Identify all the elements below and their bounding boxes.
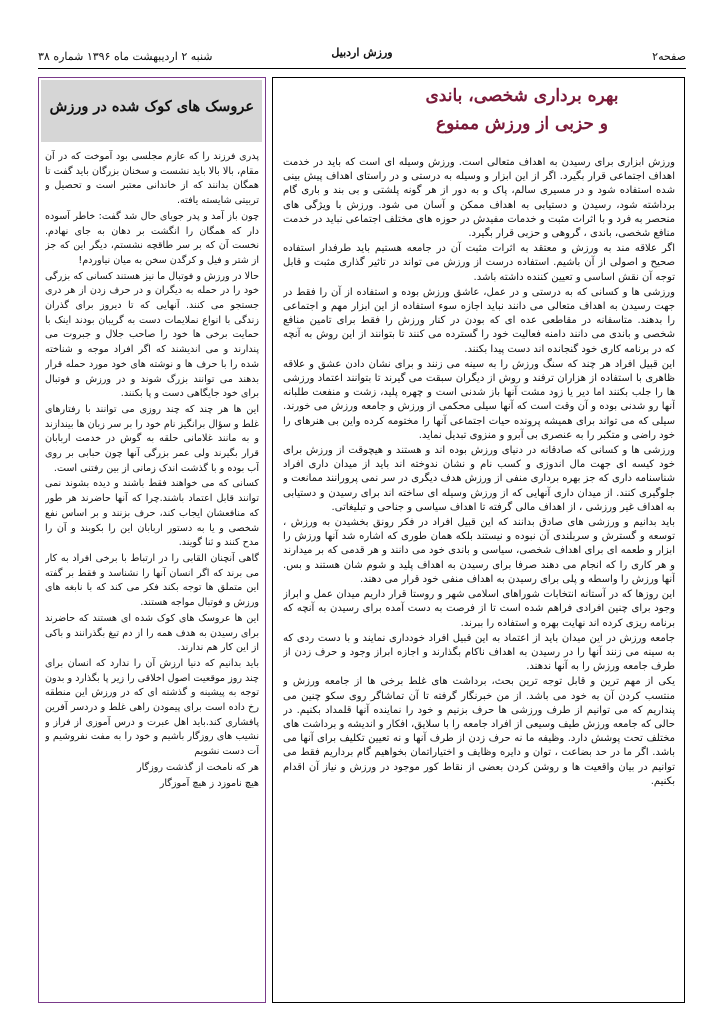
paragraph: این ها هر چند که چند روزی می توانند با رفتارهای غلط و سؤال برانگیز نام خود را بر سر زبان ها بیندازند و به مانند غلامانی حلقه به گوش در خدمت اربابان قرار بگیرند ولی عمر بزرگی آنها چون حبابی بر روی آب بوده و با گذشت اندک زمانی از بین رفتنی است. [45,403,259,474]
paragraph: این ها عروسک های کوک شده ای هستند که حاضرند برای رسیدن به هدف همه را از دم تیغ بگذرانند و باکی از این کار هم ندارند. [45,612,259,654]
paragraph: ورزشی ها و کسانی که صادقانه در دنیای ورزش بوده اند و هستند و هیچوقت از ورزش برای خود کیسه ای جهت مال اندوزی و کسب نام و نشان ندوخته اند باید از میدان داری افراد شناسنامه داری که جز بهره برداری منفی از ورزش هدف دیگری در سر نمی پرورانند ممانعت و جلوگیری کنند. از میدان داری آنهایی که از ورزش وسیله ای ساخته اند برای رسیدن و دستیابی به اهداف غیر ورزشی ، از اهداف مالی گرفته تا اهداف سیاسی و جناحی و تبلیغاتی. [283,445,675,513]
paragraph: پدری فرزند را که عازم مجلسی بود آموخت که در آن مقام، بالا بالا باید نشست و سخنان بزرگان باید گفت تا همگان بدانند که از خاندانی معتبر است و تحصیل و تربیتی شایسته یافته. [45,151,259,207]
paragraph: جامعه ورزش در این میدان باید از اعتماد به این قبیل افراد خودداری نمایند و با دست ردی که به سینه می زنند آنها را در رسیدن به اهداف ناکام بگذارند و اجازه ابراز وجود و حرف زدن از طرف جامعه ورزش را به آنها ندهند. [283,632,675,673]
side-article-box [38,77,266,1003]
poem-line: هیچ ناموزد ز هیچ آموزگار [159,777,259,789]
paragraph: اگر علاقه مند به ورزش و معتقد به اثرات مثبت آن در جامعه هستیم باید طرفدار استفاده صحیح و اصولی از آن باشیم. استفاده درست از ورزش می تواند در تاثیر گذاری مثبت و قابل توجه آن نقش اساسی و تعیین کننده داشته باشد. [283,243,675,283]
issue-date: شنبه ۲ اردیبهشت ماه ۱۳۹۶ شماره ۳۸ [38,50,213,63]
main-article-box [272,77,685,1003]
paragraph: چون باز آمد و پدر جویای حال شد گفت: خاطر آسوده دار که همگان را انگشت بر دهان به جای نهادم. نخست آن که بر سر طاقچه نشستم، دیگر این که جز از شتر و فیل و کرگدن سخن به میان نیاوردم! [45,210,259,266]
side-article-title-band [41,80,262,142]
side-article-title: عروسک های کوک شده در ورزش [49,98,254,115]
side-article-body [45,150,259,996]
paragraph: حالا در ورزش و فوتبال ما نیز هستند کسانی که بزرگی خود را در حمله به دیگران و در حرف زدن از هر دری جستجو می کنند. آنهایی که تا دیروز برای گذران زندگی با انواع نملایمات دست به گریبان بودند اینک با حمایت برخی ها خود را صاحب جلال و جبروت می پندارند و می اندیشند که اگر افراد موجه و شناخته شده را با حرف ها و نوشته های خود مورد حمله قرار بدهند می توانند بزرگ شوند و در ورزش و فوتبال برای خود جایگاهی دست و پا بکنند. [45,270,259,400]
publication-name: ورزش اردبیل [331,46,393,59]
paragraph: این روزها که در آستانه انتخابات شوراهای اسلامی شهر و روستا قرار داریم میدان عمل و ابراز وجود برای چنین افرادی فراهم شده است تا از فرصت به دست آمده برای رسیدن به آنچه که برنامه ریزی کرده اند نهایت بهره و استفاده را ببرند. [283,589,675,629]
header-divider [38,68,686,69]
page-number: صفحه۲ [652,50,686,63]
main-article-title [361,82,683,148]
paragraph: ورزش ابزاری برای رسیدن به اهداف متعالی است. ورزش وسیله ای است که باید در خدمت اهداف اجتماعی قرار بگیرد. اگر از این ابزار و وسیله به درستی و در راستای اهداف پیش بینی شده استفاده شود و در مسیری سالم، پاک و به دور از هر گونه پلشتی و بی بند و باری گام برداشته شود، رسیدن و دستیابی به اهداف ممکن و آسان می شود. ورزش با ویژگی های منحصر به فرد و با اثرات مثبت و خدمات مفیدش در حوزه های مختلف اجتماعی نباید در خدمت منافع شخصی، باندی ، گروهی و حزبی قرار بگیرد. [283,157,675,240]
paragraph: ورزشی ها و کسانی که به درستی و در عمل، عاشق ورزش بوده و استفاده از آن را فقط در جهت رسیدن به اهداف متعالی می دانند نباید اجازه سوء استفاده از این ابزار مهم و اجتماعی را بدهند. متاسفانه در مقاطعی عده ای که بودن در کنار ورزش را فقط برای تامین منافع شخصی و باندی می دانند دامنه فعالیت خود را گسترده می کنند تا بتوانند از این روش به آنچه که در برنامه کاری خود گنجانده اند دست پیدا بکنند. [283,286,675,355]
paragraph: کسانی که می خواهند فقط باشند و دیده بشوند نمی توانند قابل اعتماد باشند.چرا که آنها حاضرند هر طور که منافعشان ایجاب کند، حرف بزنند و بر اساس نفع شخصی و یا به دستور اربابان این را بکوبند و آن را مدح کنند و ثنا گویند. [45,478,259,549]
paragraph: گاهی آنچنان القابی را در ارتباط با برخی افراد به کار می برند که اگر انسان آنها را نشناسد و فقط بر گفته این متملق ها توجه بکند فکر می کند که با نابغه های ورزش و فوتبال مواجه هستند. [45,552,259,609]
paragraph: باید بدانیم که دنیا ارزش آن را ندارد که انسان برای چند روز موقعیت اصول اخلاقی را زیر پا بگذارد و بدون توجه به پیشینه و گذشته ای که در ورزش این منطقه رخ داده است برای پیمودن راهی غلط و دردسر آفرین پافشاری کند.باید اهل عبرت و درس آموزی از فراز و نشیب های روزگار باشیم و خود را به مفت نفروشیم و آت دست نشویم [45,657,259,758]
main-article-title-line1: بهره برداری شخصی، باندی [425,86,619,106]
paragraph: باید بدانیم و ورزشی های صادق بدانند که این قبیل افراد در فکر رونق بخشیدن به ورزش ، توسعه و گسترش و سربلندی آن نبوده و نیستند بلکه همان طوری که اشاره شد آنها ورزش را ابزار و طعمه ای برای اهداف شخصی، سیاسی و باندی خود می دانند و هر قدمی که بر میدارند و هر کاری را که انجام می دهند صرفا برای رسیدن به اهداف پلید و شوم شان هستند و بس. آنها ورزش را واسطه و پلی برای رسیدن به اهداف منفی خود قرار می دهند. [283,517,675,585]
paragraph: این قبیل افراد هر چند که سنگ ورزش را به سینه می زنند و برای نشان دادن عشق و علاقه ظاهری با استفاده از هزاران ترفند و روش از دیگران سبقت می گیرند تا بتوانند اعتماد ورزشی ها را جلب بکنند اما دیر یا زود مشت آنها باز شدنی است و چهره پلید، زشت و منفعت طلبانه آنها رو شدنی بوده و آن وقت است که آنها سیلی محکمی از ورزش و جامعه ورزش می خورند. سیلی که می تواند برای همیشه پرونده حیات اجتماعی آنها را مختومه کرده واین بی هنرهای را خود راضی و متکبر را به عنصری بی آبرو و منزوی تبدیل نماید. [283,358,675,441]
page-header [38,44,686,68]
main-article-title-line2: و حزبی از ورزش ممنوع [436,114,608,134]
poem-line: هر که نامخت از گذشت روزگار [136,761,259,773]
main-article-body [283,156,675,996]
paragraph: یکی از مهم ترین و قابل توجه ترین بحث، برداشت های غلط برخی ها از جامعه ورزش و منتسب کردن آن به خود می باشد. از من خبرنگار گرفته تا آن تماشاگر روی سکو چنین می پنداریم که می توانیم از طرف ورزشی ها حرف بزنیم و خود را نماینده آنها قلمداد بکنیم. در حالی که جامعه ورزش طیف وسیعی از افراد جامعه را با سلایق، افکار و اندیشه و برداشت های مختلف تحت پوشش دارد. وظیفه ما نه حرف زدن از طرف آنها و نه تعیین تکلیف برای آنها می باشد. اگر ما در حد بضاعت ، توان و دایره وظایف و اختیاراتمان بخواهیم گام برداریم فقط می توانیم در بیان واقعیت ها و روشن کردن بعضی از نقاط کور موجود در ورزش و نیاز آن اقدام بکنیم. [283,676,675,787]
